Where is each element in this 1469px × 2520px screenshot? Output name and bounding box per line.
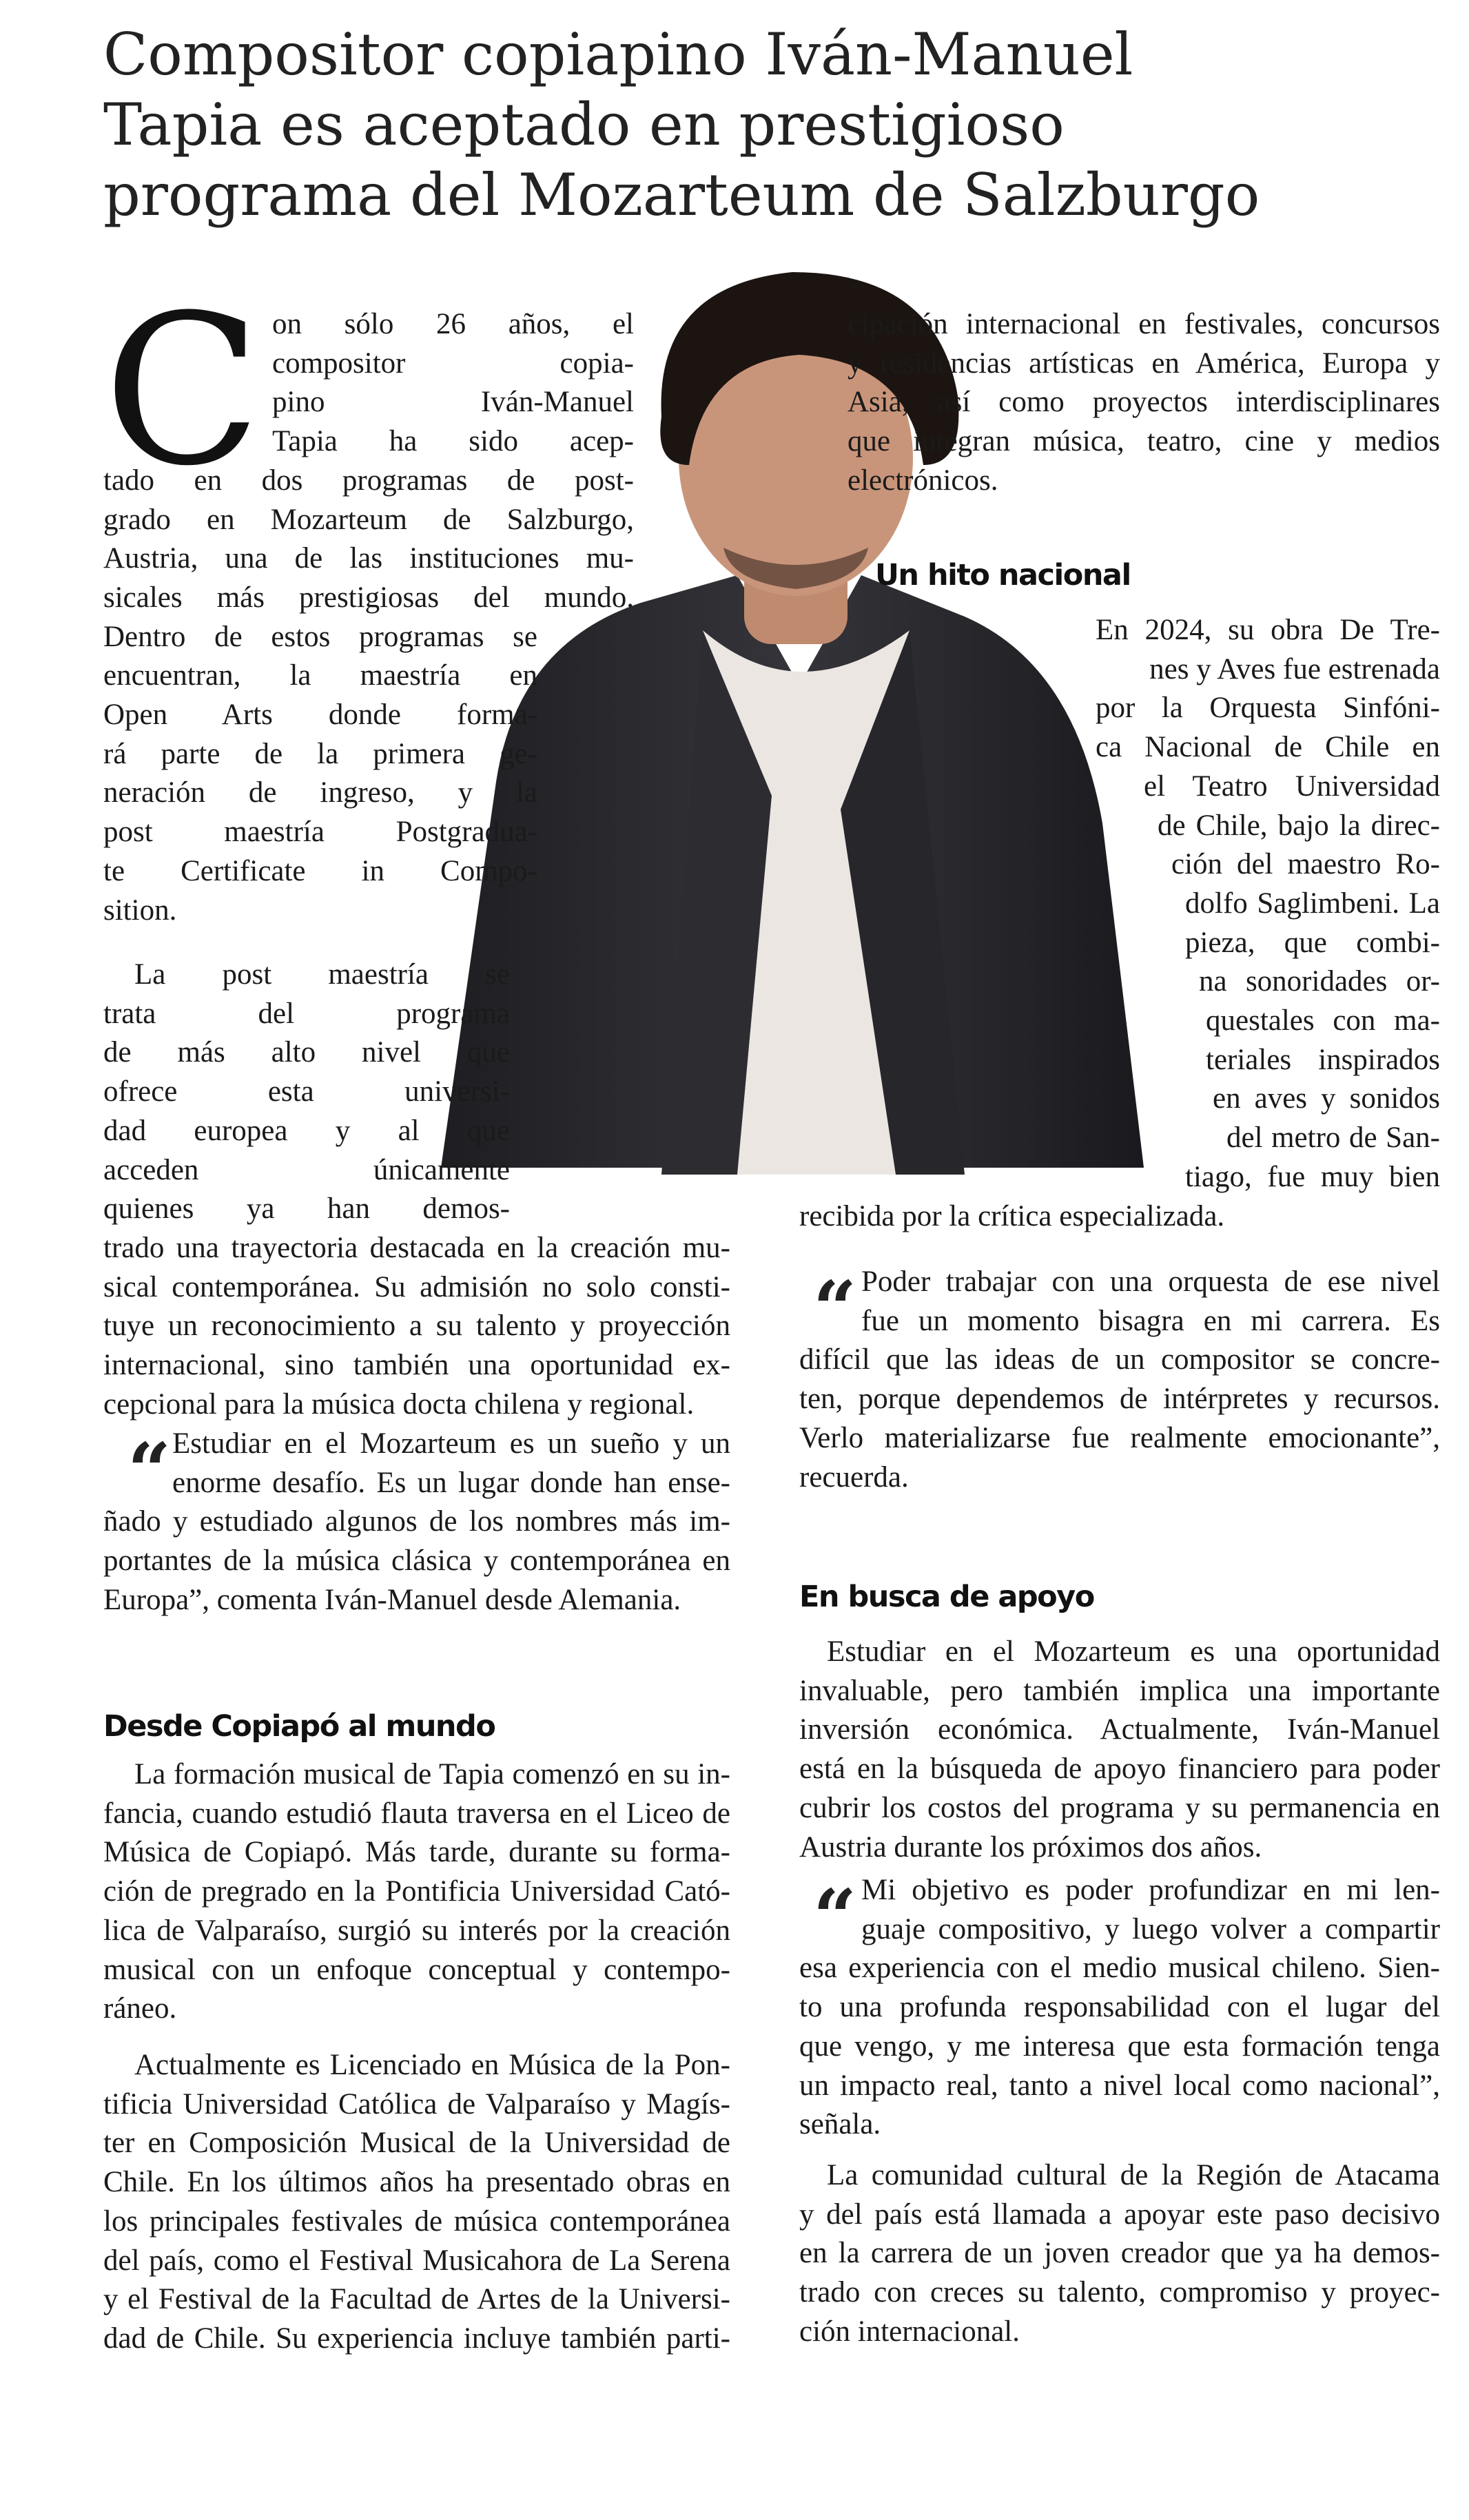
section-heading-desde-copiapo: Desde Copiapó al mundo <box>103 1709 495 1744</box>
text-line: ción del maestro Ro- <box>1171 848 1440 881</box>
text-line: sical contemporánea. Su admisión no solo consti- <box>103 1270 730 1303</box>
text-line: invaluable, pero también implica una importante <box>799 1674 1440 1707</box>
text-line: de Chile, bajo la direc- <box>1158 809 1440 842</box>
text-line: trado con creces su talento, compromiso y proyec- <box>799 2276 1440 2309</box>
text-line: grado en Mozarteum de Salzburgo, <box>103 503 634 536</box>
text-line: internacional, sino también una oportunidad ex- <box>103 1349 730 1382</box>
text-line: señala. <box>799 2108 881 2141</box>
section-heading-hito-nacional: Un hito nacional <box>875 558 1131 592</box>
text-line: inversión económica. Actualmente, Iván-Manuel <box>799 1713 1440 1746</box>
text-line: en la carrera de un joven creador que ya ha demos- <box>799 2237 1440 2270</box>
text-line: fancia, cuando estudió flauta traversa en el Liceo de <box>103 1797 730 1830</box>
headline-line: Compositor copiapino Iván-Manuel <box>103 21 1133 88</box>
text-line: cubrir los costos del programa y su permanencia en <box>799 1791 1440 1824</box>
quote-mark-icon: “ <box>813 1872 857 1961</box>
text-line: en aves y sonidos <box>1213 1082 1440 1115</box>
text-line: dad europea y al que <box>103 1114 510 1147</box>
quote-objective <box>799 1871 1440 2145</box>
text-line: electrónicos. <box>847 464 998 497</box>
text-line: y del país está llamada a apoyar este paso decisivo <box>799 2198 1440 2231</box>
career-paragraph <box>103 2046 730 2359</box>
text-line: esa experiencia con el medio musical chileno. Sien- <box>799 1952 1440 1985</box>
text-line: dad de Chile. Su experiencia incluye también parti- <box>103 2322 730 2355</box>
closing-paragraph <box>799 2156 1440 2352</box>
text-line: questales con ma- <box>1206 1004 1440 1037</box>
text-line: Estudiar en el Mozarteum es una oportunidad <box>827 1635 1440 1668</box>
text-line: pieza, que combi- <box>1185 926 1440 959</box>
text-line: y residencias artísticas en América, Europa y <box>847 347 1440 380</box>
text-line: recibida por la crítica especializada. <box>799 1199 1225 1232</box>
text-line: rá parte de la primera ge- <box>103 737 537 770</box>
text-line: cipación internacional en festivales, concursos <box>847 308 1440 340</box>
text-line: ter en Composición Musical de la Universidad de <box>103 2127 730 2160</box>
text-line: sition. <box>103 894 177 927</box>
text-line: Poder trabajar con una orquesta de ese nivel <box>861 1266 1440 1298</box>
text-line: que integran música, teatro, cine y medios <box>847 425 1440 458</box>
text-line: y el Festival de la Facultad de Artes de la Universi- <box>103 2283 730 2316</box>
text-line: tado en dos programas de post- <box>103 464 634 497</box>
text-line: compositor copia- <box>272 347 634 380</box>
text-line: Actualmente es Licenciado en Música de la Pon- <box>134 2049 730 2081</box>
admission-paragraph <box>103 956 730 1424</box>
text-line: del metro de San- <box>1226 1122 1440 1155</box>
text-line: que vengo, y me interesa que esta formación tenga <box>799 2030 1440 2063</box>
text-line: ñado y estudiado algunos de los nombres más im- <box>103 1505 730 1538</box>
text-line: ción internacional. <box>799 2315 1020 2348</box>
text-line: cepcional para la música docta chilena y regional. <box>103 1387 695 1421</box>
experience-paragraph <box>813 305 1440 501</box>
premiere-paragraph <box>799 611 1440 1236</box>
text-line: un impacto real, tanto a nivel local como nacional”, <box>799 2069 1440 2102</box>
text-line: fue un momento bisagra en mi carrera. Es <box>861 1304 1440 1337</box>
text-line: tiago, fue muy bien <box>1185 1160 1440 1193</box>
text-line: neración de ingreso, y la <box>103 776 537 809</box>
text-line: Dentro de estos programas se <box>103 620 537 653</box>
text-line: Europa”, comenta Iván-Manuel desde Alemania. <box>103 1583 681 1616</box>
text-line: tuye un reconocimiento a su talento y proyección <box>103 1310 730 1343</box>
text-line: to una profunda responsabilidad con el lugar del <box>799 1991 1440 2024</box>
text-line: enorme desafío. Es un lugar donde han ense- <box>172 1466 730 1499</box>
text-line: on sólo 26 años, el <box>272 308 634 340</box>
section-heading-busca-apoyo: En busca de apoyo <box>799 1580 1094 1614</box>
text-line: guaje compositivo, y luego volver a compartir <box>861 1912 1440 1945</box>
text-line: Mi objetivo es poder profundizar en mi len- <box>861 1874 1440 1906</box>
text-line: por la Orquesta Sinfóni- <box>1096 692 1440 725</box>
text-line: trata del programa <box>103 997 510 1030</box>
text-line: te Certificate in Compo- <box>103 854 537 887</box>
text-line: La post maestría se <box>134 958 510 991</box>
text-line: pino Iván-Manuel <box>272 386 634 419</box>
text-line: ca Nacional de Chile en <box>1096 731 1440 764</box>
funding-paragraph <box>799 1633 1440 1867</box>
text-line: La formación musical de Tapia comenzó en su in- <box>134 1758 730 1790</box>
text-line: recuerda. <box>799 1460 909 1494</box>
article-headline <box>103 19 1412 230</box>
text-line: Música de Copiapó. Más tarde, durante su forma- <box>103 1836 730 1869</box>
text-line: ten, porque dependemos de intérpretes y recursos. <box>799 1383 1440 1416</box>
text-line: post maestría Postgradua- <box>103 816 537 849</box>
text-line: acceden únicamente <box>103 1153 510 1186</box>
text-line: na sonoridades or- <box>1199 965 1440 998</box>
text-line: de más alto nivel que <box>103 1036 510 1069</box>
text-line: Verlo materializarse fue realmente emocionante”, <box>799 1421 1440 1454</box>
text-line: ción de pregrado en la Pontificia Universidad Cató- <box>103 1875 730 1908</box>
intro-paragraph <box>103 305 730 930</box>
text-line: La comunidad cultural de la Región de Atacama <box>827 2159 1440 2191</box>
text-line: tificia Universidad Católica de Valparaíso y Magís- <box>103 2087 730 2120</box>
text-line: sicales más prestigiosas del mundo. <box>103 581 634 614</box>
text-line: difícil que las ideas de un compositor se concre- <box>799 1343 1440 1376</box>
text-line: está en la búsqueda de apoyo financiero para poder <box>799 1753 1440 1786</box>
text-line: el Teatro Universidad <box>1144 770 1440 803</box>
text-line: quienes ya han demos- <box>103 1192 510 1226</box>
text-line: los principales festivales de música contemporánea <box>103 2204 730 2238</box>
text-line: ofrece esta universi- <box>103 1075 510 1108</box>
quote-orchestra <box>799 1263 1440 1497</box>
quote-mark-icon: “ <box>127 1426 172 1515</box>
text-line: Austria durante los próximos dos años. <box>799 1830 1262 1863</box>
text-line: nes y Aves fue estrenada <box>1149 652 1440 685</box>
text-line: musical con un enfoque conceptual y contempo- <box>103 1953 730 1986</box>
text-line: trado una trayectoria destacada en la creación mu- <box>103 1231 730 1264</box>
text-line: En 2024, su obra De Tre- <box>1096 614 1440 646</box>
quote-mark-icon: “ <box>813 1264 857 1353</box>
text-line: Asia, así como proyectos interdisciplinares <box>847 386 1440 419</box>
text-line: Open Arts donde forma- <box>103 699 537 732</box>
text-line: lica de Valparaíso, surgió su interés por la creación <box>103 1914 730 1947</box>
text-line: Tapia ha sido acep- <box>272 425 634 458</box>
text-line: Estudiar en el Mozarteum es un sueño y un <box>172 1427 730 1460</box>
headline-line: programa del Mozarteum de Salzburgo <box>103 161 1260 229</box>
text-line: teriales inspirados <box>1206 1043 1440 1076</box>
text-line: ráneo. <box>103 1992 177 2025</box>
text-line: del país, como el Festival Musicahora de La Serena <box>103 2244 730 2277</box>
text-line: dolfo Saglimbeni. La <box>1185 887 1440 920</box>
quote-mozarteum <box>103 1425 730 1620</box>
text-line: Austria, una de las instituciones mu- <box>103 542 634 575</box>
text-line: portantes de la música clásica y contemporánea en <box>103 1545 730 1578</box>
text-line: encuentran, la maestría en <box>103 659 537 692</box>
drop-cap: C <box>103 271 262 511</box>
text-line: Chile. En los últimos años ha presentado obras en <box>103 2166 730 2199</box>
headline-line: Tapia es aceptado en prestigioso <box>103 91 1065 158</box>
formation-paragraph <box>103 1755 730 2029</box>
